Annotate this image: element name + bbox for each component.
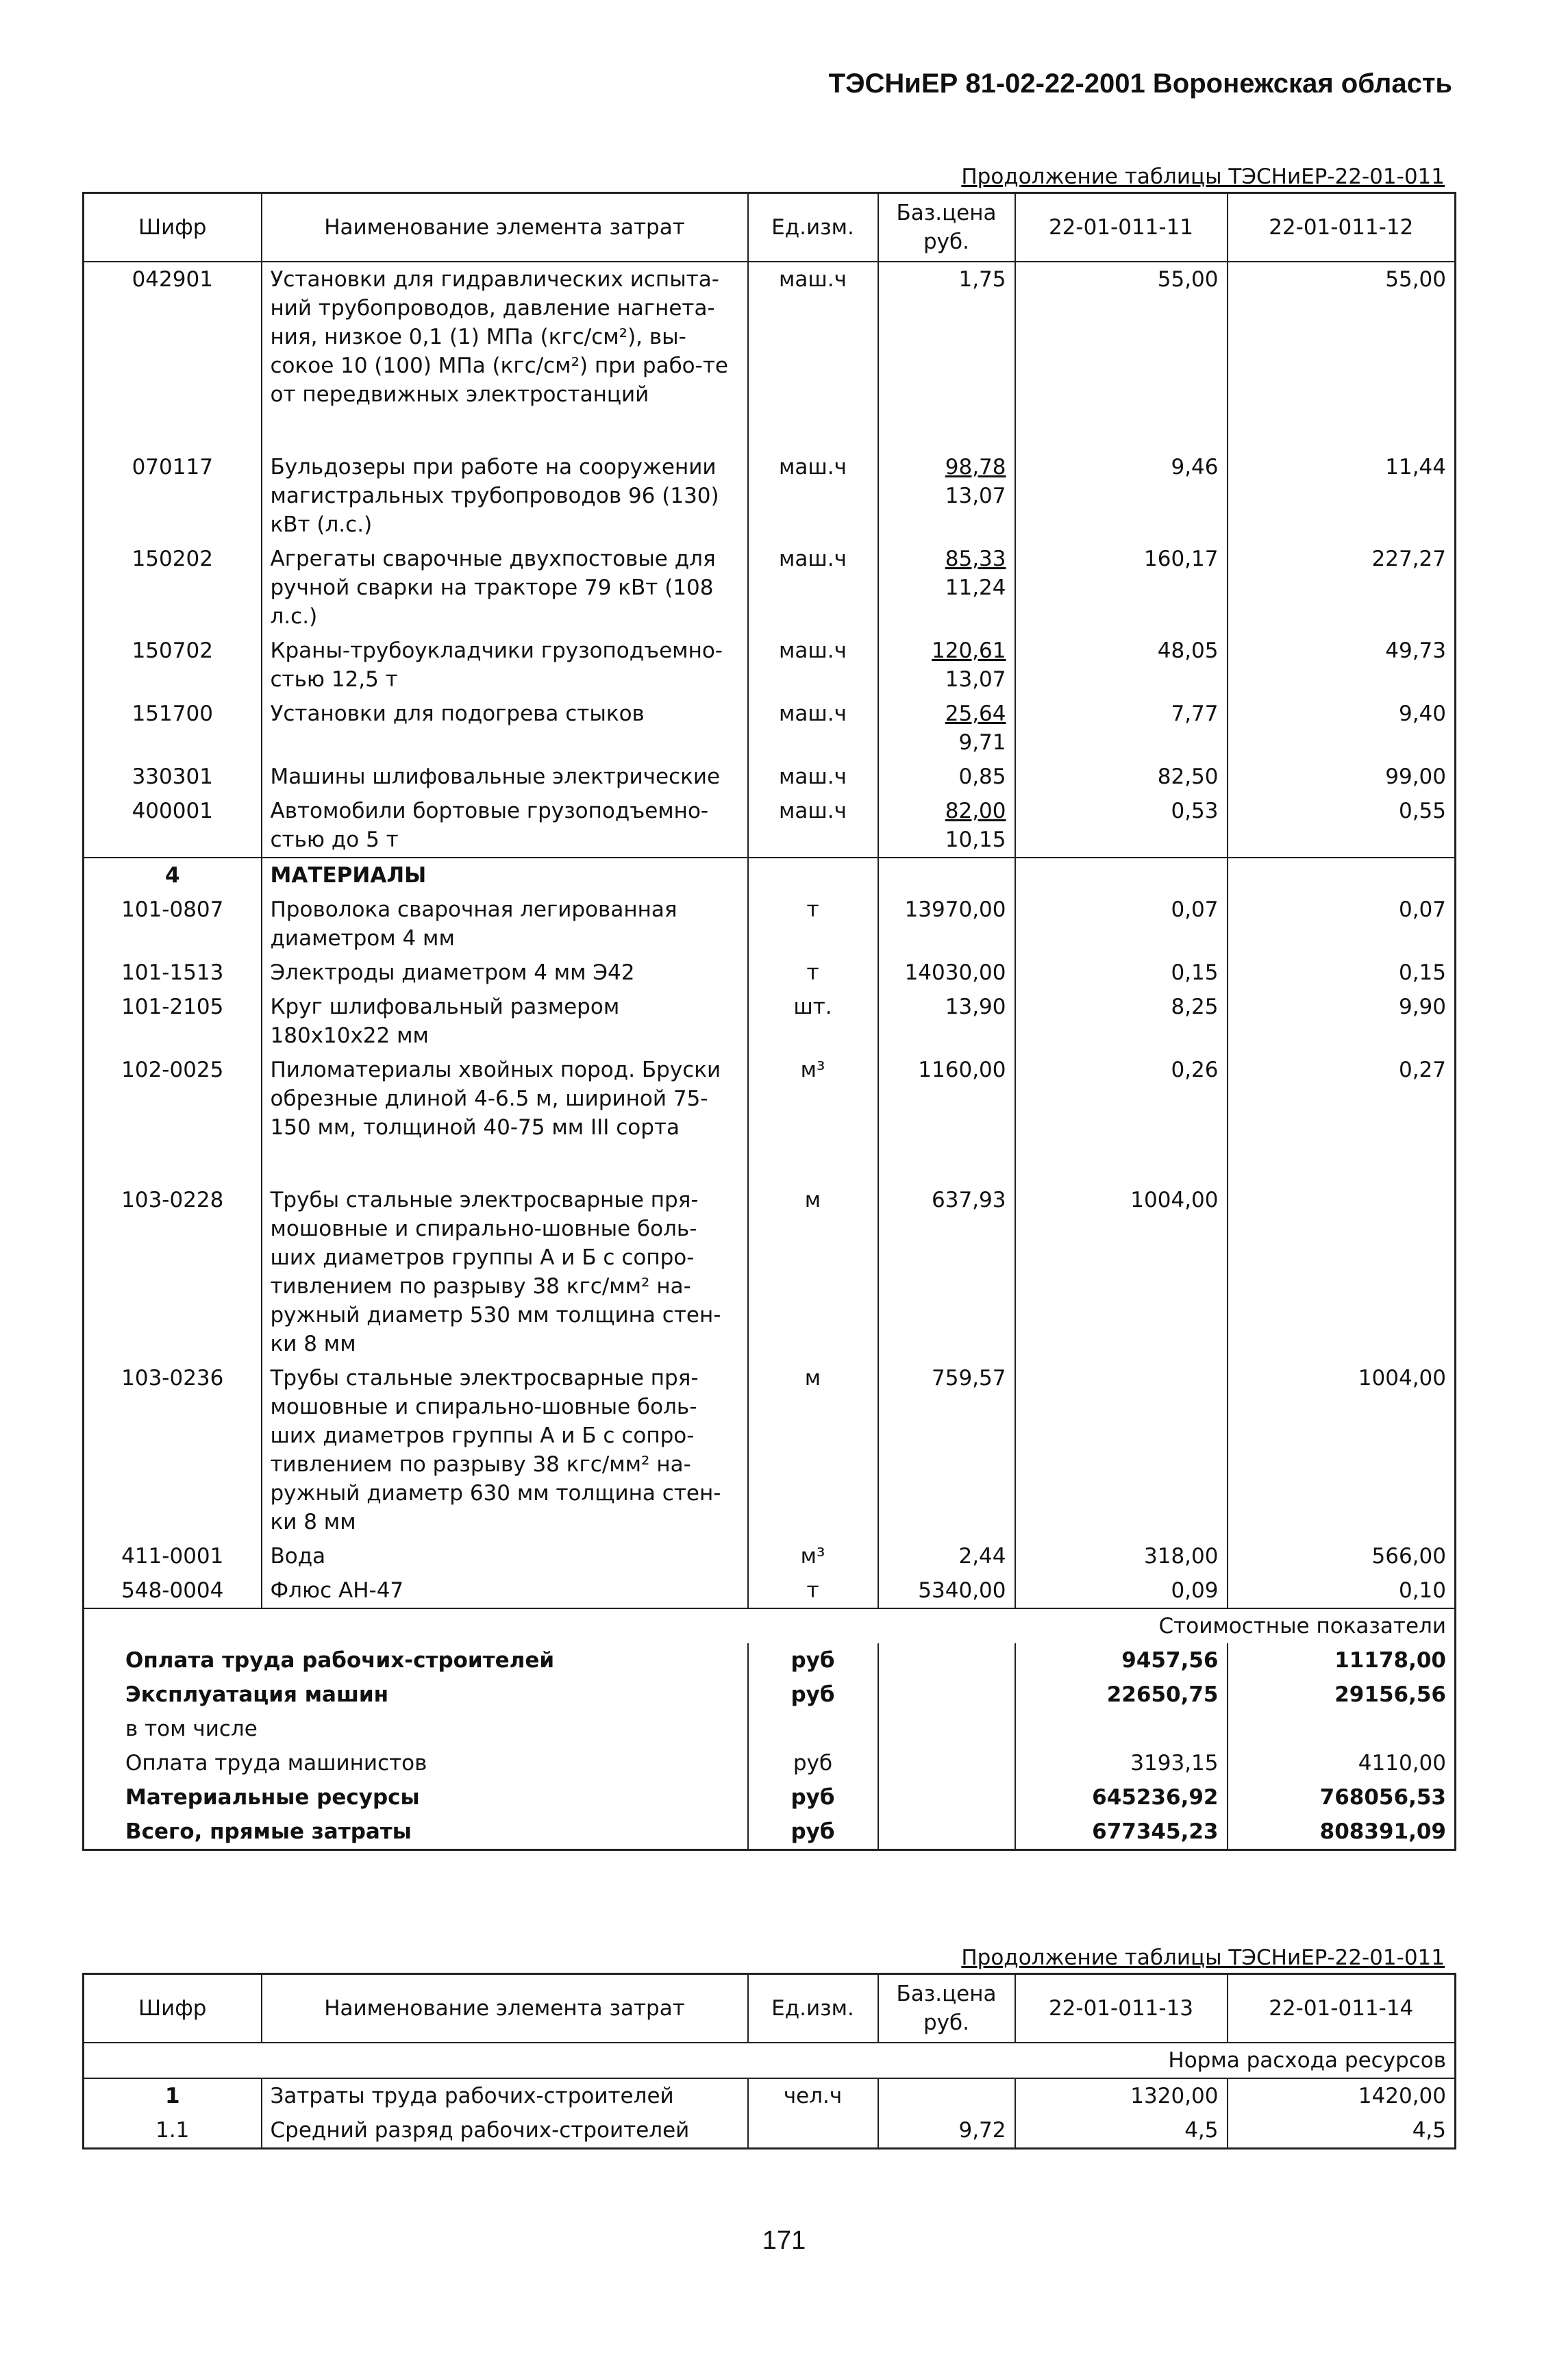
summary-value-1: 677345,23 — [1015, 1815, 1228, 1850]
summary-value-2: 29156,56 — [1228, 1678, 1456, 1712]
resource-code: 102-0025 — [121, 1057, 224, 1082]
summary-row — [84, 1780, 1456, 1815]
resource-name: Пиломатериалы хвойных пород. Бруски обрезные длиной 4-6.5 м, шириной 75-150 мм, толщиной 40-75 мм III сорта — [262, 1053, 748, 1183]
price-secondary-value: 13,07 — [945, 666, 1006, 692]
table-row — [84, 2078, 1456, 2113]
section-row — [84, 858, 1456, 893]
summary-unit — [748, 1712, 878, 1746]
resource-code: 1 — [164, 2083, 180, 2108]
norm-value-2: 0,27 — [1228, 1053, 1456, 1183]
table-row — [84, 893, 1456, 956]
resource-name: Проволока сварочная легированная диаметром 4 мм — [262, 893, 748, 956]
resource-price: 1160,00 — [878, 1053, 1015, 1183]
resource-unit: т — [748, 1573, 878, 1608]
resource-code: 150702 — [132, 638, 213, 663]
summary-value-1: 22650,75 — [1015, 1678, 1228, 1712]
resource-unit: м³ — [748, 1539, 878, 1573]
empty-cell — [1228, 858, 1456, 893]
price-value: 1,75 — [958, 266, 1006, 292]
summary-value-2: 768056,53 — [1228, 1780, 1456, 1815]
resource-name: Трубы стальные электросварные пря-мошовные и спирально-шовные боль-ших диаметров группы А и Б с сопро-тивлением по разрыву 38 кгс/мм² на-ружный диаметр 630 мм толщина стен-ки 8 мм — [262, 1361, 748, 1539]
page-number: 171 — [762, 2226, 806, 2255]
norm-value-1: 55,00 — [1015, 262, 1228, 450]
resource-price — [878, 2078, 1015, 2113]
resource-unit: шт. — [748, 990, 878, 1053]
norm-value-2: 227,27 — [1228, 542, 1456, 634]
resource-code: 042901 — [132, 266, 213, 292]
resource-code: 330301 — [132, 764, 213, 789]
col-header-v1: 22-01-011-13 — [1015, 1974, 1228, 2043]
norm-value-1: 4,5 — [1015, 2113, 1228, 2149]
resource-unit: маш.ч — [748, 760, 878, 794]
resource-name: Агрегаты сварочные двухпостовые для ручной сварки на тракторе 79 кВт (108 л.с.) — [262, 542, 748, 634]
norm-value-2: 566,00 — [1228, 1539, 1456, 1573]
resource-code: 070117 — [132, 454, 213, 479]
table-row — [84, 1053, 1456, 1183]
norm-value-2: 1004,00 — [1228, 1361, 1456, 1539]
col-header-code: Шифр — [84, 193, 262, 262]
col-header-unit: Ед.изм. — [748, 1974, 878, 2043]
resource-code: 411-0001 — [121, 1543, 224, 1569]
norm-value-2: 55,00 — [1228, 262, 1456, 450]
table-row — [84, 760, 1456, 794]
empty-cell — [878, 1746, 1015, 1780]
norm-value-1: 1004,00 — [1015, 1183, 1228, 1361]
resource-name: Средний разряд рабочих-строителей — [262, 2113, 748, 2149]
col-header-unit: Ед.изм. — [748, 193, 878, 262]
price-secondary-value: 9,71 — [958, 730, 1006, 755]
col-header-v1: 22-01-011-11 — [1015, 193, 1228, 262]
summary-value-1 — [1015, 1712, 1228, 1746]
norm-value-2: 49,73 — [1228, 634, 1456, 697]
table-row — [84, 794, 1456, 858]
resource-price: 5340,00 — [878, 1573, 1015, 1608]
resource-unit: м — [748, 1183, 878, 1361]
resource-name: Установки для гидравлических испыта-ний трубопроводов, давление нагнета-ния, низкое 0,1 (1) МПа (кгс/см²), вы-сокое 10 (100) МПа (кгс/см²) при рабо-те от передвижных электростанций — [262, 262, 748, 450]
resource-price: 9,72 — [878, 2113, 1015, 2149]
resource-name: Машины шлифовальные электрические — [262, 760, 748, 794]
resource-unit: маш.ч — [748, 697, 878, 760]
resource-name: Электроды диаметром 4 мм Э42 — [262, 956, 748, 990]
empty-cell — [748, 858, 878, 893]
table2-caption: Продолжение таблицы ТЭСНиЕР-22-01-011 — [961, 1945, 1445, 1970]
summary-value-1: 645236,92 — [1015, 1780, 1228, 1815]
resource-price — [878, 634, 1015, 697]
document-title: ТЭСНиЕР 81-02-22-2001 Воронежская область — [828, 68, 1452, 99]
table1-header-row — [84, 193, 1456, 262]
summary-label: в том числе — [125, 1716, 258, 1741]
empty-cell — [878, 1780, 1015, 1815]
section-name: МАТЕРИАЛЫ — [262, 858, 748, 893]
table-row — [84, 262, 1456, 450]
table-row — [84, 1539, 1456, 1573]
resource-name: Краны-трубоукладчики грузоподъемно-стью 12,5 т — [262, 634, 748, 697]
table-row — [84, 1573, 1456, 1608]
summary-unit: руб — [748, 1780, 878, 1815]
col-header-price: Баз.цена руб. — [878, 1974, 1015, 2043]
resource-code: 150202 — [132, 546, 213, 571]
resource-price — [878, 760, 1015, 794]
norm-value-2: 9,90 — [1228, 990, 1456, 1053]
resource-unit: м³ — [748, 1053, 878, 1183]
price-value: 25,64 — [945, 701, 1006, 726]
resource-code: 548-0004 — [121, 1578, 224, 1603]
resource-name: Автомобили бортовые грузоподъемно-стью до 5 т — [262, 794, 748, 858]
norm-header-row — [84, 2043, 1456, 2078]
table-row — [84, 450, 1456, 542]
norm-value-1: 8,25 — [1015, 990, 1228, 1053]
resource-code: 101-2105 — [121, 994, 224, 1019]
empty-cell — [878, 858, 1015, 893]
resource-price — [878, 697, 1015, 760]
norm-value-2: 0,07 — [1228, 893, 1456, 956]
col-header-price: Баз.цена руб. — [878, 193, 1015, 262]
norm-value-1: 1320,00 — [1015, 2078, 1228, 2113]
resource-code: 103-0228 — [121, 1187, 224, 1212]
norm-value-2: 11,44 — [1228, 450, 1456, 542]
resource-unit: маш.ч — [748, 450, 878, 542]
price-secondary-value: 11,24 — [945, 575, 1006, 600]
resource-price — [878, 450, 1015, 542]
resource-table-1 — [82, 192, 1456, 1851]
resource-name: Установки для подогрева стыков — [262, 697, 748, 760]
summary-unit: руб — [748, 1643, 878, 1678]
resource-name: Затраты труда рабочих-строителей — [262, 2078, 748, 2113]
norm-value-1: 7,77 — [1015, 697, 1228, 760]
resource-price — [878, 542, 1015, 634]
resource-unit: маш.ч — [748, 634, 878, 697]
summary-header-row — [84, 1608, 1456, 1643]
norm-value-1: 318,00 — [1015, 1539, 1228, 1573]
norm-value-1: 0,26 — [1015, 1053, 1228, 1183]
summary-value-2: 808391,09 — [1228, 1815, 1456, 1850]
norm-value-2: 99,00 — [1228, 760, 1456, 794]
norm-value-1: 0,53 — [1015, 794, 1228, 858]
price-secondary-value: 13,07 — [945, 483, 1006, 508]
resource-unit: маш.ч — [748, 542, 878, 634]
col-header-v2: 22-01-011-14 — [1228, 1974, 1456, 2043]
summary-row — [84, 1746, 1456, 1780]
summary-label: Оплата труда рабочих-строителей — [125, 1647, 555, 1673]
price-value: 82,00 — [945, 798, 1006, 823]
norm-value-1: 0,07 — [1015, 893, 1228, 956]
resource-code: 1.1 — [155, 2117, 190, 2143]
summary-row — [84, 1678, 1456, 1712]
norm-value-1: 82,50 — [1015, 760, 1228, 794]
resource-price: 14030,00 — [878, 956, 1015, 990]
resource-name: Круг шлифовальный размером 180х10х22 мм — [262, 990, 748, 1053]
summary-label: Оплата труда машинистов — [125, 1750, 427, 1775]
summary-label: Всего, прямые затраты — [84, 1815, 748, 1850]
section-code: 4 — [84, 858, 262, 893]
resource-code: 400001 — [132, 798, 213, 823]
summary-value-1: 9457,56 — [1015, 1643, 1228, 1678]
summary-value-2: 4110,00 — [1228, 1746, 1456, 1780]
resource-price: 637,93 — [878, 1183, 1015, 1361]
empty-cell — [878, 1643, 1015, 1678]
norm-value-2: 0,10 — [1228, 1573, 1456, 1608]
norm-value-1: 160,17 — [1015, 542, 1228, 634]
resource-code: 101-0807 — [121, 897, 224, 922]
resource-code: 103-0236 — [121, 1365, 224, 1391]
norm-value-2: 1420,00 — [1228, 2078, 1456, 2113]
norm-value-2 — [1228, 1183, 1456, 1361]
summary-row — [84, 1643, 1456, 1678]
resource-price — [878, 262, 1015, 450]
table1-caption: Продолжение таблицы ТЭСНиЕР-22-01-011 — [961, 164, 1445, 189]
empty-cell — [878, 1815, 1015, 1850]
resource-name: Трубы стальные электросварные пря-мошовные и спирально-шовные боль-ших диаметров группы А и Б с сопро-тивлением по разрыву 38 кгс/мм² на-ружный диаметр 530 мм толщина стен-ки 8 мм — [262, 1183, 748, 1361]
table2-header-row — [84, 1974, 1456, 2043]
resource-price: 2,44 — [878, 1539, 1015, 1573]
empty-cell — [878, 1712, 1015, 1746]
price-secondary-value: 10,15 — [945, 827, 1006, 852]
resource-price: 13970,00 — [878, 893, 1015, 956]
norm-value-1 — [1015, 1361, 1228, 1539]
norm-value-2: 0,15 — [1228, 956, 1456, 990]
resource-unit: м — [748, 1361, 878, 1539]
resource-unit: маш.ч — [748, 794, 878, 858]
norm-value-1: 48,05 — [1015, 634, 1228, 697]
norm-value-1: 0,09 — [1015, 1573, 1228, 1608]
table-row — [84, 1183, 1456, 1361]
summary-unit: руб — [748, 1815, 878, 1850]
norm-title: Норма расхода ресурсов — [84, 2043, 1456, 2078]
summary-label: Эксплуатация машин — [125, 1682, 389, 1707]
norm-value-1: 0,15 — [1015, 956, 1228, 990]
resource-unit: чел.ч — [748, 2078, 878, 2113]
table-row — [84, 990, 1456, 1053]
table-row — [84, 2113, 1456, 2149]
summary-value-2: 11178,00 — [1228, 1643, 1456, 1678]
price-value: 120,61 — [932, 638, 1006, 663]
table-row — [84, 634, 1456, 697]
summary-title: Стоимостные показатели — [84, 1608, 1456, 1643]
norm-value-2: 4,5 — [1228, 2113, 1456, 2149]
table-row — [84, 697, 1456, 760]
resource-price: 759,57 — [878, 1361, 1015, 1539]
resource-name: Бульдозеры при работе на сооружении магистральных трубопроводов 96 (130) кВт (л.с.) — [262, 450, 748, 542]
norm-value-2: 0,55 — [1228, 794, 1456, 858]
resource-table-2 — [82, 1973, 1456, 2150]
summary-unit: руб — [748, 1678, 878, 1712]
summary-value-1: 3193,15 — [1015, 1746, 1228, 1780]
resource-unit: маш.ч — [748, 262, 878, 450]
col-header-name: Наименование элемента затрат — [262, 1974, 748, 2043]
table-row — [84, 956, 1456, 990]
resource-price — [878, 794, 1015, 858]
norm-value-1: 9,46 — [1015, 450, 1228, 542]
price-value: 98,78 — [945, 454, 1006, 479]
resource-name: Флюс АН-47 — [262, 1573, 748, 1608]
norm-value-2: 9,40 — [1228, 697, 1456, 760]
summary-row — [84, 1712, 1456, 1746]
table-row — [84, 542, 1456, 634]
summary-row — [84, 1815, 1456, 1850]
summary-unit: руб — [748, 1746, 878, 1780]
col-header-v2: 22-01-011-12 — [1228, 193, 1456, 262]
resource-unit — [748, 2113, 878, 2149]
summary-value-2 — [1228, 1712, 1456, 1746]
resource-price: 13,90 — [878, 990, 1015, 1053]
col-header-name: Наименование элемента затрат — [262, 193, 748, 262]
summary-label: Материальные ресурсы — [125, 1784, 420, 1810]
resource-code: 101-1513 — [121, 960, 224, 985]
resource-unit: т — [748, 956, 878, 990]
resource-name: Вода — [262, 1539, 748, 1573]
price-value: 0,85 — [958, 764, 1006, 789]
resource-unit: т — [748, 893, 878, 956]
empty-cell — [878, 1678, 1015, 1712]
resource-code: 151700 — [132, 701, 213, 726]
price-value: 85,33 — [945, 546, 1006, 571]
col-header-code: Шифр — [84, 1974, 262, 2043]
table-row — [84, 1361, 1456, 1539]
empty-cell — [1015, 858, 1228, 893]
